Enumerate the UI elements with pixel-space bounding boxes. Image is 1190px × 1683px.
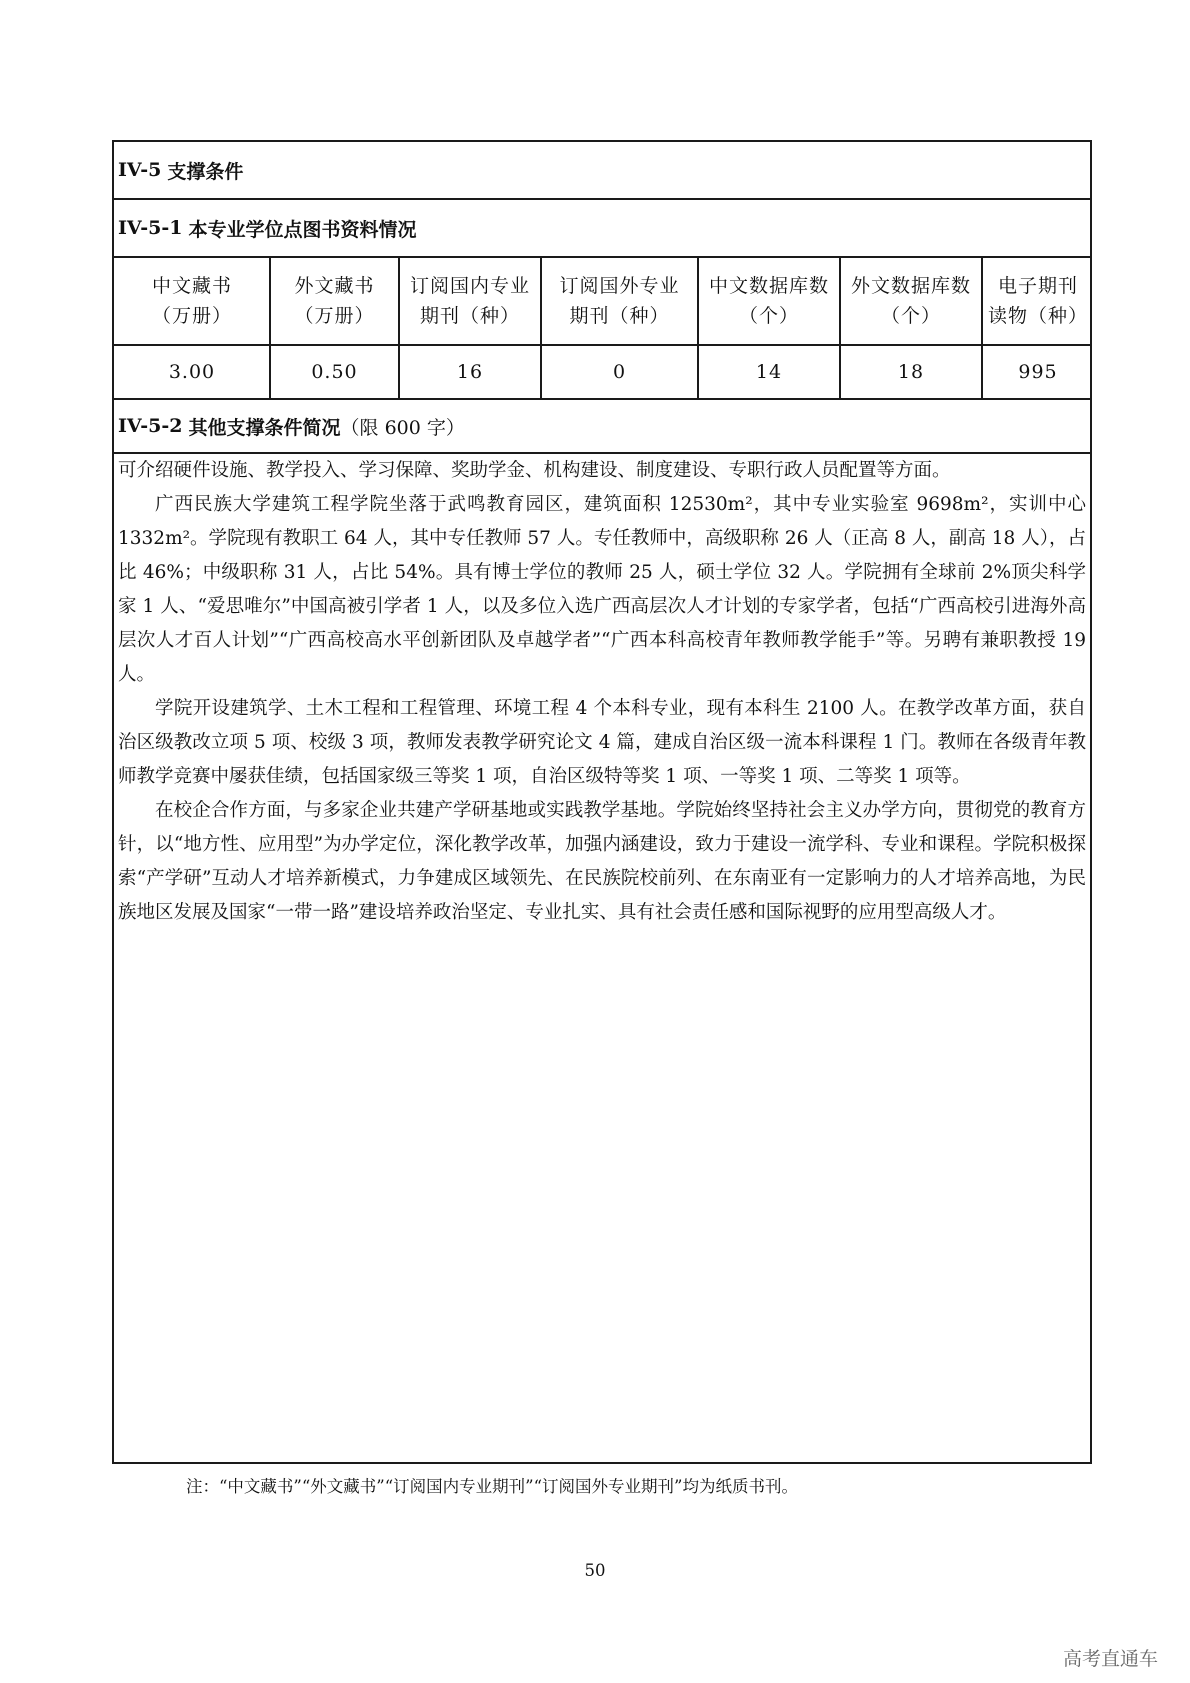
subsection1-header: [114, 200, 1090, 258]
library-table-header-row: [114, 258, 1090, 346]
page-number: 50: [584, 1561, 606, 1580]
table-header-line: 中文数据库数: [708, 275, 829, 297]
table-value-cell: 18: [897, 361, 925, 383]
table-header-line: （万册）: [294, 305, 375, 327]
table-header-line: （个）: [738, 305, 799, 327]
table-header-line: 订阅国外专业: [559, 275, 680, 297]
section-title: 支撑条件: [167, 160, 244, 183]
table-header-line: 外文藏书: [294, 275, 375, 297]
intro-paragraph: 可介绍硬件设施、教学投入、学习保障、奖助学金、机构建设、制度建设、专职行政人员配置等方面。: [118, 460, 951, 481]
table-header-line: （万册）: [151, 305, 232, 327]
table-value-cell: 0.50: [311, 361, 358, 383]
table-value-cell: 995: [1018, 361, 1058, 383]
support-conditions-form: [112, 140, 1092, 1464]
table-header-line: 外文数据库数: [850, 275, 971, 297]
table-value-cell: 3.00: [168, 361, 216, 383]
table-header-line: 电子期刊: [997, 275, 1078, 297]
table-header-cell: [114, 258, 270, 344]
table-value-cell: 0: [612, 361, 627, 383]
section-code: IV-5: [118, 159, 162, 181]
library-table-value-row: [114, 346, 1090, 400]
subsection2-limit: （限 600 字）: [340, 416, 465, 439]
table-header-cell: [698, 258, 840, 344]
table-header-line: 中文藏书: [151, 275, 232, 297]
footnote: 注：“中文藏书”“外文藏书”“订阅国内专业期刊”“订阅国外专业期刊”均为纸质书刊。: [186, 1477, 798, 1496]
table-header-cell: [399, 258, 541, 344]
table-header-line: 期刊（种）: [569, 305, 670, 327]
subsection2-code: IV-5-2: [118, 415, 183, 437]
support-description: [114, 454, 1090, 930]
paragraph-cooperation: 在校企合作方面，与多家企业共建产学研基地或实践教学基地。学院始终坚持社会主义办学方向，贯彻党的教育方针，以“地方性、应用型”为办学定位，深化教学改革，加强内涵建设，致力于建设一流学科、专业和课程。学院积极探索“产学研”互动人才培养新模式，力争建成区域领先、在民族院校前列、在东南亚有一定影响力的人才培养高地，为民族地区发展及国家“一带一路”建设培养政治坚定、专业扎实、具有社会责任感和国际视野的应用型高级人才。: [118, 800, 1086, 923]
subsection2-title: 其他支撑条件简况: [188, 416, 341, 439]
table-header-line: （个）: [880, 305, 941, 327]
paragraph-facilities-staff: 广西民族大学建筑工程学院坐落于武鸣教育园区，建筑面积 12530m²，其中专业实验室 9698m²，实训中心 1332m²。学院现有教职工 64 人，其中专任教师 57 人。专任教师中，高级职称 26 人（正高 8 人，副高 18 人），占比 46%；中级职称 31 人，占比 54%。具有博士学位的教师 25 人，硕士学位 32 人。学院拥有全球前 2%顶尖科学家 1 人、“爱思唯尔”中国高被引学者 1 人，以及多位入选广西高层次人才计划的专家学者，包括“广西高校引进海外高层次人才百人计划”“广西高校高水平创新团队及卓越学者”“广西本科高校青年教师教学能手”等。另聘有兼职教授 19 人。: [118, 494, 1086, 685]
table-header-line: 读物（种）: [987, 305, 1088, 327]
subsection1-title: 本专业学位点图书资料情况: [188, 218, 417, 241]
paragraph-programs-teaching: 学院开设建筑学、土木工程和工程管理、环境工程 4 个本科专业，现有本科生 2100 人。在教学改革方面，获自治区级教改立项 5 项、校级 3 项，教师发表教学研究论文 4 篇，建成自治区级一流本科课程 1 门。教师在各级青年教师教学竞赛中屡获佳绩，包括国家级三等奖 1 项，自治区级特等奖 1 项、一等奖 1 项、二等奖 1 项等。: [118, 698, 1086, 787]
subsection1-code: IV-5-1: [118, 217, 183, 239]
table-header-line: 订阅国内专业: [409, 275, 530, 297]
table-header-cell: [270, 258, 399, 344]
watermark: 高考直通车: [1062, 1648, 1158, 1670]
table-header-cell: [840, 258, 982, 344]
table-header-line: 期刊（种）: [419, 305, 520, 327]
table-value-cell: 14: [755, 361, 783, 383]
subsection2-header: [114, 400, 1090, 454]
table-header-cell: [982, 258, 1094, 344]
section-header: [114, 142, 1090, 200]
table-value-cell: 16: [456, 361, 484, 383]
table-header-cell: [541, 258, 698, 344]
